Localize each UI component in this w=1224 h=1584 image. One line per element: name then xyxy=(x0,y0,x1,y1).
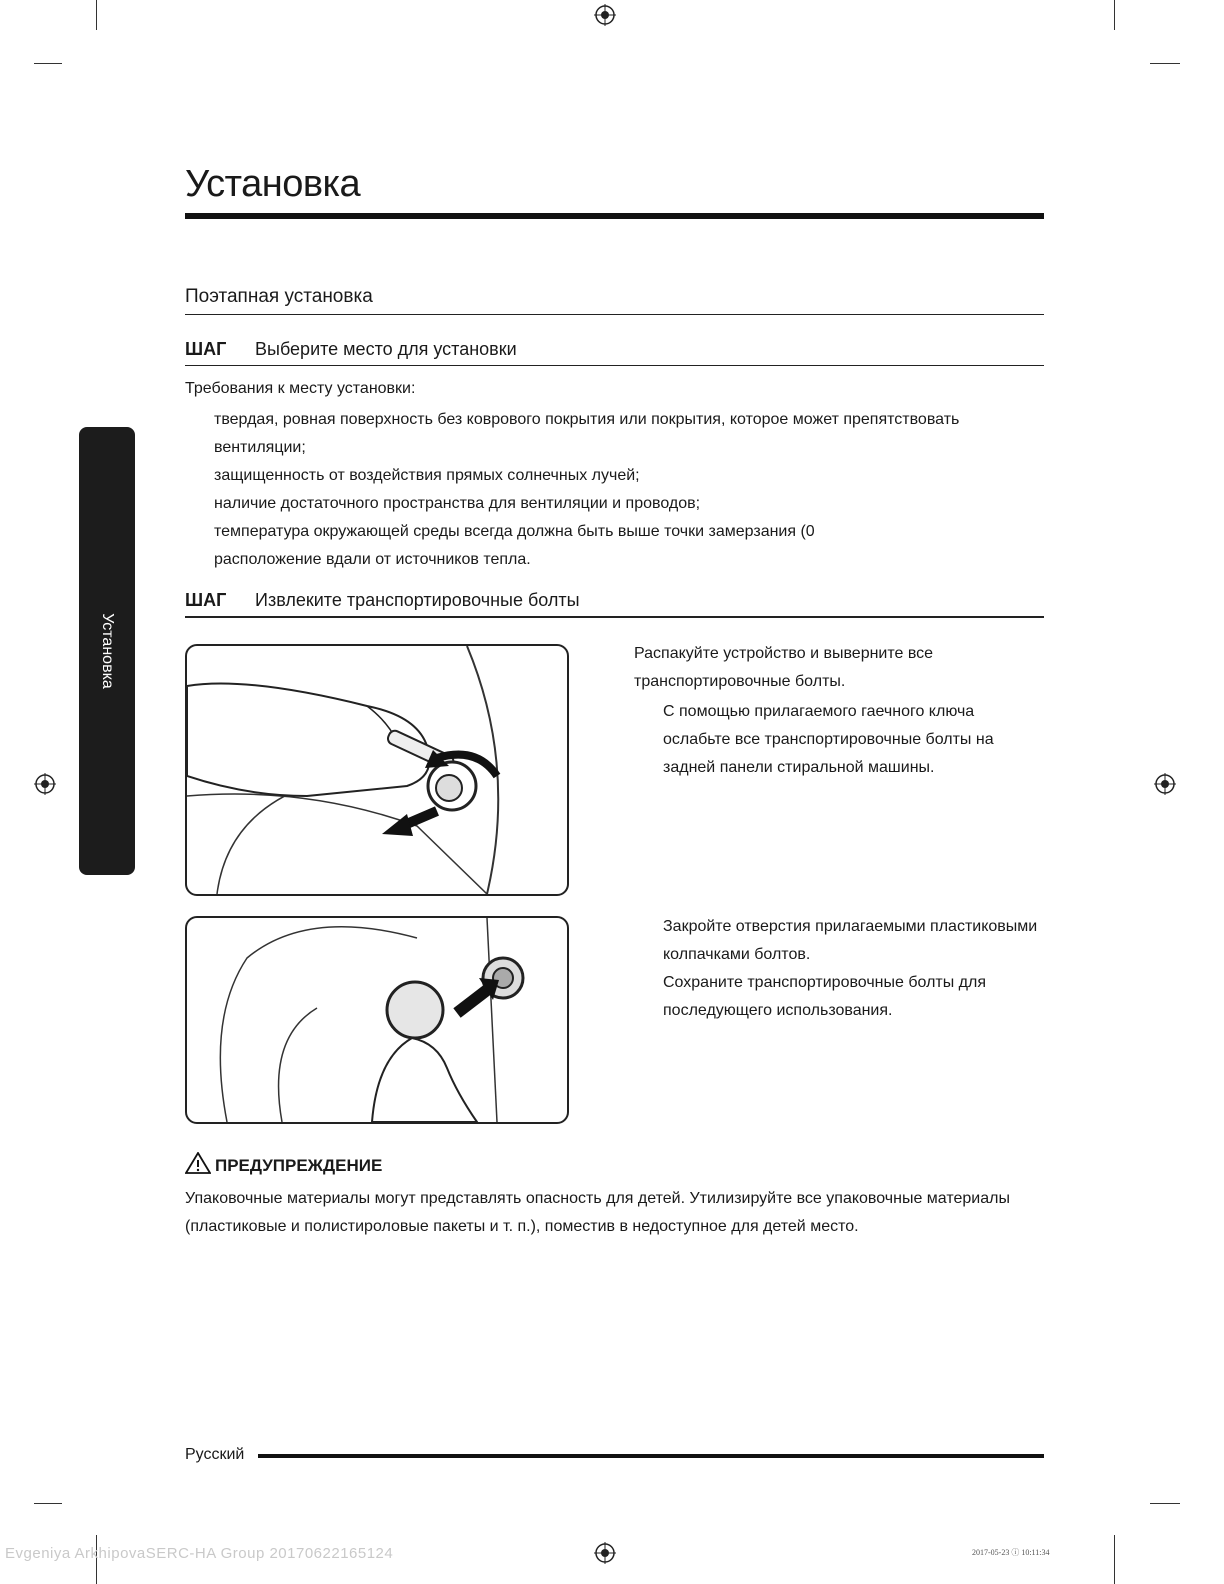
step-label: ШАГ xyxy=(185,590,227,610)
instruction-line: С помощью прилагаемого гаечного ключа xyxy=(663,703,975,720)
instruction-line: колпачками болтов. xyxy=(663,946,811,963)
crop-mark xyxy=(34,63,62,64)
list-item: наличие достаточного пространства для вентиляции и проводов; xyxy=(214,495,701,512)
step-2-instructions-a-sub xyxy=(663,698,1043,782)
instruction-line: Распакуйте устройство и выверните все xyxy=(634,645,934,662)
title-rule xyxy=(185,213,1044,219)
section-rule xyxy=(185,314,1044,315)
instruction-line: Сохраните транспортировочные болты для xyxy=(663,974,987,991)
step-2-instructions-b xyxy=(663,913,1053,1025)
warning-triangle-icon xyxy=(185,1152,211,1174)
warning-body xyxy=(185,1185,1045,1241)
footer-language: Русский xyxy=(185,1446,245,1463)
section-title: Поэтапная установка xyxy=(185,286,373,307)
page-title: Установка xyxy=(185,163,361,205)
warning-line: (пластиковые и полистироловые пакеты и т. п.), поместив в недоступное для детей место. xyxy=(185,1218,859,1235)
crop-mark xyxy=(96,0,97,30)
crop-mark xyxy=(1114,0,1115,30)
list-item: расположение вдали от источников тепла. xyxy=(214,551,531,568)
warning-title: ПРЕДУПРЕЖДЕНИЕ xyxy=(215,1156,383,1175)
print-stamp: 2017-05-23 ⓘ 10:11:34 xyxy=(972,1548,1050,1557)
requirements-list xyxy=(214,406,1034,574)
cap-illustration xyxy=(187,918,567,1122)
sidebar-tab-label: Установка xyxy=(99,613,116,689)
instruction-line: Закройте отверстия прилагаемыми пластиковыми xyxy=(663,918,1038,935)
step-2-instructions-a xyxy=(634,640,1034,696)
warning-line: Упаковочные материалы могут представлять опасность для детей. Утилизируйте все упаковочные материалы xyxy=(185,1190,1010,1207)
step-2-rule xyxy=(185,616,1044,618)
instruction-line: транспортировочные болты. xyxy=(634,673,846,690)
registration-mark-icon xyxy=(1154,773,1176,795)
registration-mark-icon xyxy=(594,1542,616,1564)
footer-rule xyxy=(258,1454,1044,1458)
list-item: твердая, ровная поверхность без коврового покрытия или покрытия, которое может препятствовать xyxy=(214,411,960,428)
list-item: температура окружающей среды всегда должна быть выше точки замерзания (0 xyxy=(214,523,815,540)
print-slug: Evgeniya ArkhipovaSERC-HA Group 20170622165124 xyxy=(5,1545,394,1562)
crop-mark xyxy=(34,1503,62,1504)
instruction-line: последующего использования. xyxy=(663,1002,893,1019)
step-label: ШАГ xyxy=(185,339,227,359)
step-2-heading xyxy=(185,590,580,611)
step-1-rule xyxy=(185,365,1044,366)
wrench-illustration xyxy=(187,646,567,894)
registration-mark-icon xyxy=(594,4,616,26)
registration-mark-icon xyxy=(34,773,56,795)
instruction-line: ослабьте все транспортировочные болты на xyxy=(663,731,994,748)
crop-mark xyxy=(1150,63,1180,64)
step-1-title: Выберите место для установки xyxy=(255,339,517,359)
list-item: вентиляции; xyxy=(214,439,306,456)
crop-mark xyxy=(1114,1535,1115,1584)
step-1-heading xyxy=(185,339,517,360)
warning-heading xyxy=(185,1152,382,1176)
crop-mark xyxy=(1150,1503,1180,1504)
figure-wrench-bolt xyxy=(185,644,569,896)
figure-bolt-caps xyxy=(185,916,569,1124)
step-2-title: Извлеките транспортировочные болты xyxy=(255,590,580,610)
instruction-line: задней панели стиральной машины. xyxy=(663,759,935,776)
sidebar-chapter-tab xyxy=(79,427,135,875)
list-item: защищенность от воздействия прямых солнечных лучей; xyxy=(214,467,640,484)
step-1-intro: Требования к месту установки: xyxy=(185,380,416,397)
